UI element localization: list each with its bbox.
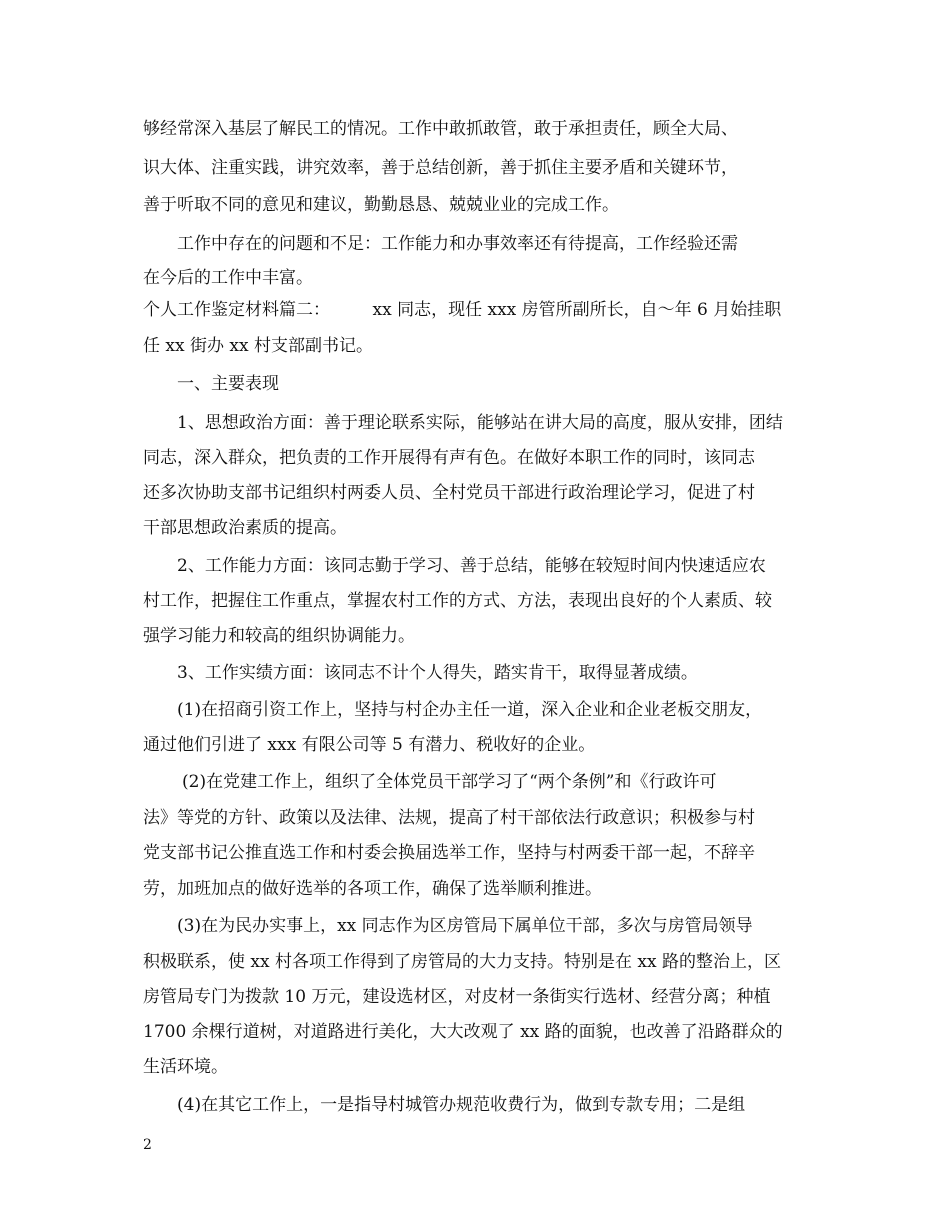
page-number: 2	[143, 1137, 152, 1153]
text-line: 房管局专门为拨款 10 万元，建设选材区，对皮材一条街实行选材、经营分离；种植	[143, 987, 771, 1007]
text-line: 村工作，把握住工作重点，掌握农村工作的方式、方法，表现出良好的个人素质、较	[143, 591, 772, 611]
text-line: 工作中存在的问题和不足：工作能力和办事效率还有待提高，工作经验还需	[177, 234, 738, 254]
text-line: 1、思想政治方面：善于理论联系实际，能够站在讲大局的高度，服从安排，团结	[177, 413, 783, 433]
text-line: 3、工作实绩方面：该同志不计个人得失，踏实肯干，取得显著成绩。	[177, 663, 698, 683]
text-line: 2、工作能力方面：该同志勤于学习、善于总结，能够在较短时间内快速适应农	[177, 556, 766, 576]
text-line: 任 xx 街办 xx 村支部副书记。	[143, 336, 373, 356]
text-line: 识大体、注重实践，讲究效率，善于总结创新，善于抓住主要矛盾和关键环节，	[143, 158, 738, 178]
subheading: 一、主要表现	[177, 374, 279, 394]
text-line: 强学习能力和较高的组织协调能力。	[143, 626, 415, 646]
text-line: (3)在为民办实事上，xx 同志作为区房管局下属单位干部，多次与房管局领导	[177, 916, 753, 936]
text-line: 同志，深入群众，把负责的工作开展得有声有色。在做好本职工作的同时，该同志	[143, 448, 755, 468]
text-line: 法》等党的方针、政策以及法律、法规，提高了村干部依法行政意识；积极参与村	[143, 808, 755, 828]
text-line: 党支部书记公推直选工作和村委会换届选举工作，坚持与村两委干部一起，不辞辛	[143, 843, 755, 863]
section-heading-line: 个人工作鉴定材料篇二： xx 同志，现任 xxx 房管所副所长，自～年 6 月始挂职	[143, 300, 782, 320]
text-line: 还多次协助支部书记组织村两委人员、全村党员干部进行政治理论学习，促进了村	[143, 483, 755, 503]
text-line: 在今后的工作中丰富。	[143, 268, 313, 288]
text-line: (2)在党建工作上，组织了全体党员干部学习了“两个条例”和《行政许可	[182, 772, 717, 792]
text-line: 劳，加班加点的做好选举的各项工作，确保了选举顺利推进。	[143, 879, 602, 899]
text-line: (1)在招商引资工作上，坚持与村企办主任一道，深入企业和企业老板交朋友，	[177, 700, 763, 720]
text-line: 积极联系，使 xx 村各项工作得到了房管局的大力支持。特别是在 xx 路的整治上，区	[143, 952, 781, 972]
text-line: 生活环境。	[143, 1057, 228, 1077]
text-line: 1700 余棵行道树，对道路进行美化，大大改观了 xx 路的面貌，也改善了沿路群众的	[143, 1022, 783, 1042]
text-line: 干部思想政治素质的提高。	[143, 518, 347, 538]
text-line: 够经常深入基层了解民工的情况。工作中敢抓敢管，敢于承担责任，顾全大局、	[143, 119, 738, 139]
text-line: 善于听取不同的意见和建议，勤勤恳恳、兢兢业业的完成工作。	[143, 195, 619, 215]
text-line: (4)在其它工作上，一是指导村城管办规范收费行为，做到专款专用；二是组	[177, 1095, 746, 1115]
text-line: 通过他们引进了 xxx 有限公司等 5 有潜力、税收好的企业。	[143, 735, 596, 755]
